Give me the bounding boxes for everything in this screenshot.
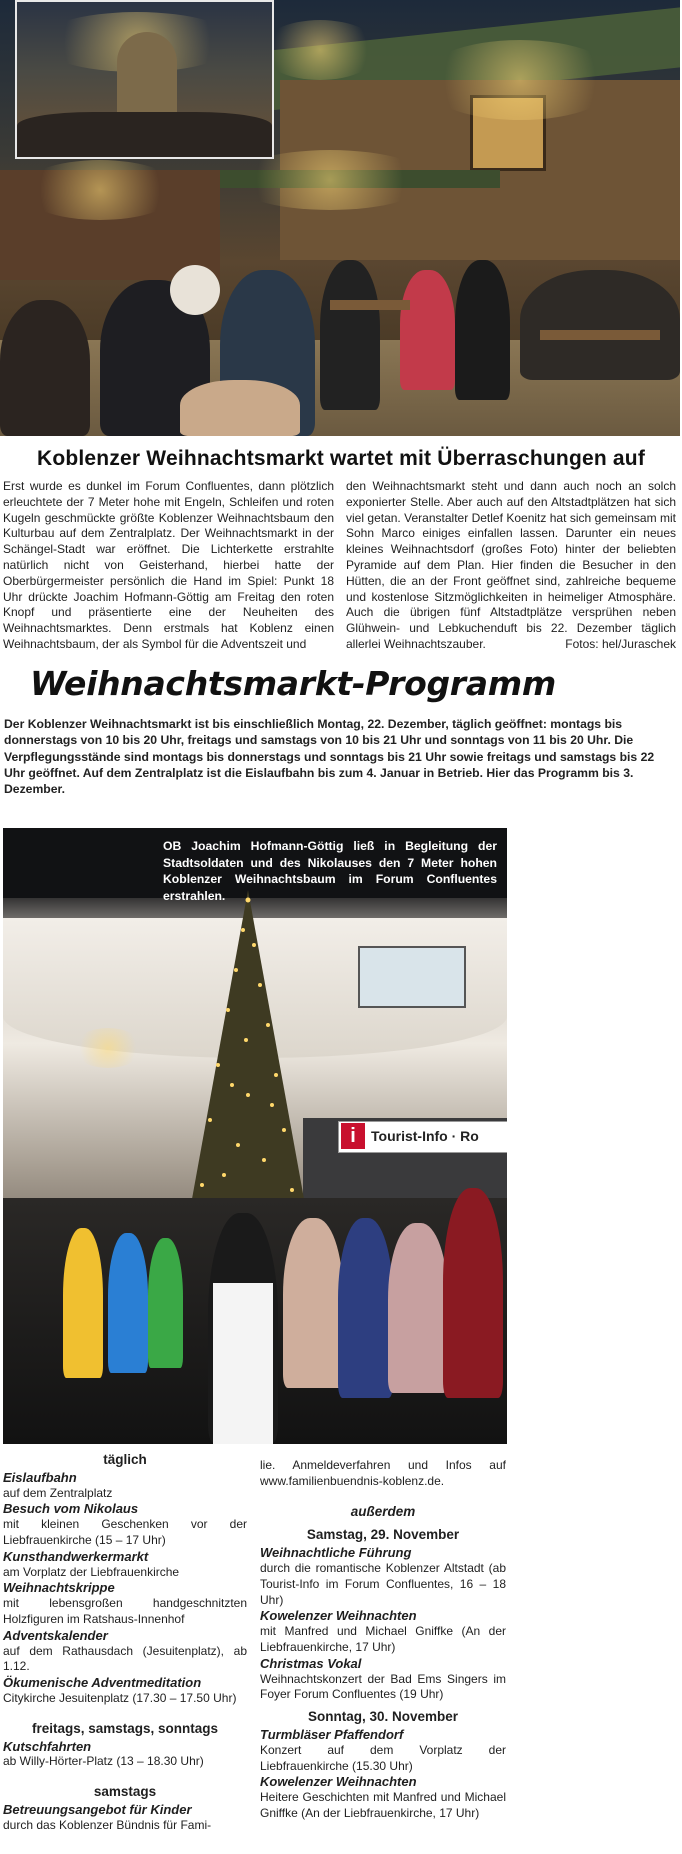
event-text: Konzert auf dem Vorplatz der Liebfrauenkirche (15.30 Uhr) bbox=[260, 1742, 506, 1773]
event-title: Eislaufbahn bbox=[3, 1469, 77, 1485]
event-title: Weihnachtskrippe bbox=[3, 1580, 115, 1596]
event-title: Adventskalender bbox=[3, 1627, 108, 1643]
event-text: Citykirche Jesuitenplatz (17.30 – 17.50 Uhr) bbox=[3, 1690, 237, 1705]
article-column-1 bbox=[3, 479, 334, 653]
photo-caption: OB Joachim Hofmann-Göttig ließ in Begleitung der Stadtsoldaten und des Nikolauses den 7 Meter hohen Koblenzer Weihnachtsbaum im Forum Confluentes erstrahlen. bbox=[163, 839, 497, 903]
inset-photo bbox=[15, 0, 274, 159]
event-text: durch die romantische Koblenzer Altstadt (ab Tourist-Info im Forum Confluentes, 16 – 18 Uhr) bbox=[260, 1560, 506, 1607]
schedule-head-extra: außerdem bbox=[350, 1503, 416, 1519]
schedule-date-1: Samstag, 29. November bbox=[306, 1527, 460, 1543]
tourist-info-sign bbox=[338, 1121, 507, 1153]
event-text: mit kleinen Geschenken vor der Liebfrauenkirche (15 – 17 Uhr) bbox=[3, 1517, 247, 1547]
info-icon: i bbox=[341, 1123, 365, 1149]
article-col2-text: den Weihnachtsmarkt steht und dann auch noch an solch exponierter Stelle. Aber auch auf den Altstadtplätzen hat sich viel getan. Veranstalter Detlef Koenitz hat sich gemeinsam mit Sohn Marco einiges einfallen lassen. Darunter ein neues kleines Weihnachtsdorf (großes Foto) hinter der beliebten Pyramide auf dem Plan. Hier finden die Besucher in den Hütten, die an der Front geöffnet sind, zahlreiche bequeme und kostenlose Sitzmöglichkeiten in heimeliger Atmosphäre. Auch die übrigen fünf Altstadtplätze versprühen neben Glühwein- und Lebkuchenduft bis 22. Dezember täglich allerlei Weihnachtszauber. bbox=[346, 479, 676, 651]
schedule-head-weekend: freitags, samstags, sonntags bbox=[31, 1720, 219, 1736]
event-title: Besuch vom Nikolaus bbox=[3, 1501, 139, 1517]
event-title: Betreuungsangebot für Kinder bbox=[3, 1801, 192, 1817]
photo-credit: Fotos: hel/Juraschek bbox=[565, 636, 676, 651]
tree-photo bbox=[3, 828, 507, 1444]
event-text: am Vorplatz der Liebfrauenkirche bbox=[3, 1564, 180, 1579]
event-text: mit lebensgroßen handgeschnitzten Holzfiguren im Ratshaus-Innenhof bbox=[3, 1596, 247, 1626]
article-column-2 bbox=[346, 479, 676, 653]
event-text: Weihnachtskonzert der Bad Ems Singers im Foyer Forum Confluentes (19 Uhr) bbox=[260, 1671, 506, 1702]
schedule-head-saturday: samstags bbox=[93, 1784, 157, 1800]
program-title: Weihnachtsmarkt-Programm bbox=[30, 664, 556, 703]
event-text: durch das Koblenzer Bündnis für Fami- bbox=[3, 1817, 212, 1832]
event-title: Weihnachtliche Führung bbox=[260, 1545, 412, 1561]
event-title: Turmbläser Pfaffendorf bbox=[260, 1726, 404, 1742]
event-text: auf dem Rathausdach (Jesuitenplatz), ab 1.12. bbox=[3, 1643, 247, 1674]
event-title: Kutschfahrten bbox=[3, 1738, 92, 1754]
event-title: Kunsthandwerkermarkt bbox=[3, 1548, 149, 1564]
schedule-date-2: Sonntag, 30. November bbox=[307, 1709, 459, 1725]
event-text: ab Willy-Hörter-Platz (13 – 18.30 Uhr) bbox=[3, 1754, 204, 1769]
event-title: Kowelenzer Weihnachten bbox=[260, 1608, 417, 1624]
event-text: mit Manfred und Michael Gniffke (An der Liebfrauenkirche, 17 Uhr) bbox=[260, 1624, 506, 1654]
event-text: lie. Anmeldeverfahren und Infos auf www.familienbuendnis-koblenz.de. bbox=[260, 1458, 506, 1488]
christmas-tree-icon bbox=[188, 890, 308, 1220]
article-col1-text: Erst wurde es dunkel im Forum Confluentes, dann plötzlich erleuchtete der 7 Meter hohe mit Engeln, Schleifen und roten Kugeln geschmückte größte Koblenzer Weihnachtsbaum den Kulturbau auf dem Zentralplatz. Der Weihnachtsmarkt in der Schängel-Stadt war eröffnet. Die Lichterkette erstrahlte natürlich nicht von Geisterhand, hierbei hatte der Oberbürgermeister persönlich die Hand im Spiel: Punkt 18 Uhr drückte Joachim Hofmann-Göttig am Freitag den roten Knopf und präsentierte eine der Neuheiten des Weihnachtsmarktes. Denn erstmals hat Koblenz einen Weihnachtsbaum, der als Symbol für die Adventszeit und bbox=[3, 479, 334, 651]
tourist-info-label: Tourist-Info · Ro bbox=[371, 1128, 479, 1144]
schedule-left bbox=[3, 1452, 247, 1834]
schedule-right bbox=[260, 1458, 506, 1822]
event-title: Kowelenzer Weihnachten bbox=[260, 1774, 417, 1790]
event-title: Christmas Vokal bbox=[260, 1655, 362, 1671]
schedule-head-daily: täglich bbox=[103, 1452, 147, 1467]
event-text: auf dem Zentralplatz bbox=[3, 1485, 113, 1500]
event-text: Heitere Geschichten mit Manfred und Michael Gniffke (An der Liebfrauenkirche, 17 Uhr) bbox=[260, 1790, 506, 1820]
program-intro: Der Koblenzer Weihnachtsmarkt ist bis einschließlich Montag, 22. Dezember, täglich geöffnet: montags bis donnerstags von 10 bis 20 Uhr, freitags und samstags von 10 bis 21 Uhr und sonntags von 11 bis 20 Uhr. Die Verpflegungsstände sind montags bis donnerstags und sonntags bis 21 Uhr sowie freitags und samstags bis 22 Uhr geöffnet. Auf dem Zentralplatz ist die Eislaufbahn bis zum 4. Januar in Betrieb. Hier das Programm bis 3. Dezember. bbox=[4, 717, 655, 797]
article-headline: Koblenzer Weihnachtsmarkt wartet mit Überraschungen auf bbox=[36, 447, 646, 470]
event-title: Ökumenische Adventmeditation bbox=[3, 1675, 202, 1691]
